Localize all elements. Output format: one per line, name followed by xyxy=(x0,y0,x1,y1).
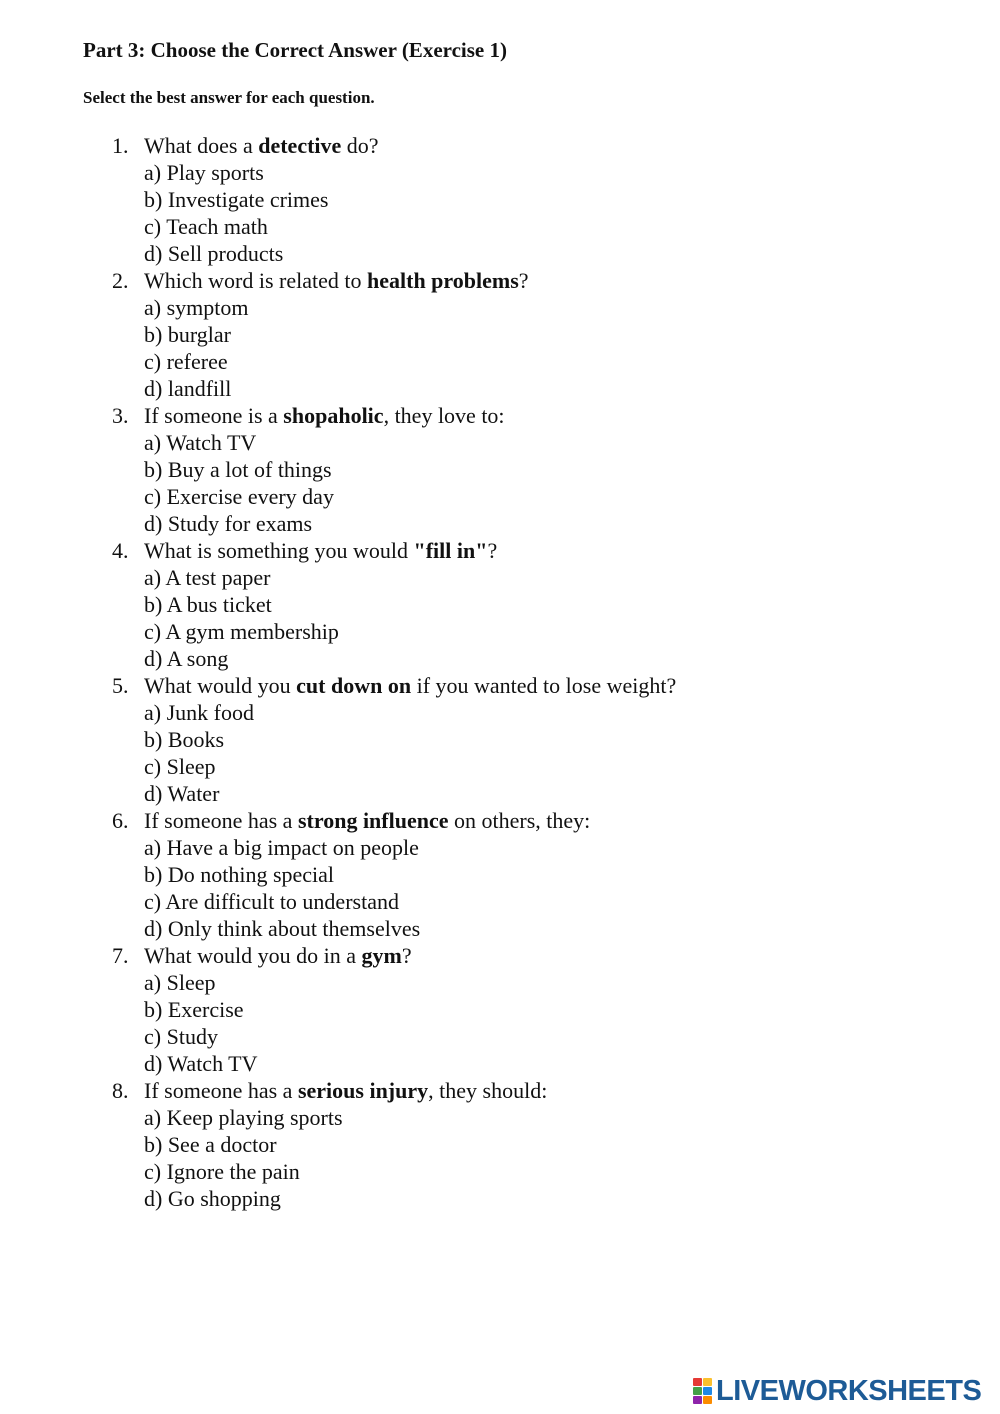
answer-option: d) Only think about themselves xyxy=(144,916,421,941)
question-number: 1. xyxy=(112,133,129,158)
answer-option: a) Sleep xyxy=(144,970,216,995)
liveworksheets-logo xyxy=(693,1374,981,1408)
answer-option: c) Ignore the pain xyxy=(144,1159,300,1184)
question-item xyxy=(0,537,1000,672)
answer-option: a) Junk food xyxy=(144,700,254,725)
question-number: 6. xyxy=(112,808,129,833)
key-term: gym xyxy=(361,943,402,968)
logo-tile xyxy=(693,1387,702,1395)
answer-option: a) symptom xyxy=(144,295,249,320)
answer-option: b) burglar xyxy=(144,322,231,347)
key-term: health problems xyxy=(367,268,519,293)
logo-tile xyxy=(693,1396,702,1404)
question-line xyxy=(0,132,1000,159)
answer-option: d) landfill xyxy=(144,376,232,401)
page-title: Part 3: Choose the Correct Answer (Exercise 1) xyxy=(83,38,507,62)
answer-option: c) Are difficult to understand xyxy=(144,889,399,914)
question-text: If someone is a shopaholic, they love to: xyxy=(144,403,505,428)
answer-option: d) Watch TV xyxy=(144,1051,258,1076)
question-text: Which word is related to health problems? xyxy=(144,268,529,293)
question-line xyxy=(0,1077,1000,1104)
answer-option: b) A bus ticket xyxy=(144,592,272,617)
question-number: 8. xyxy=(112,1078,129,1103)
question-text: What does a detective do? xyxy=(144,133,379,158)
answer-option: d) Study for exams xyxy=(144,511,313,536)
question-line xyxy=(0,537,1000,564)
key-term: detective xyxy=(258,133,342,158)
question-text: If someone has a strong influence on others, they: xyxy=(144,808,591,833)
question-text: If someone has a serious injury, they should: xyxy=(144,1078,548,1103)
question-text: What would you cut down on if you wanted to lose weight? xyxy=(144,673,677,698)
answer-option: c) Exercise every day xyxy=(144,484,334,509)
question-item xyxy=(0,132,1000,267)
answer-option: c) referee xyxy=(144,349,228,374)
question-text: What is something you would "fill in"? xyxy=(144,538,498,563)
question-item xyxy=(0,942,1000,1077)
logo-tile xyxy=(693,1378,702,1386)
answer-option: b) Books xyxy=(144,727,225,752)
key-term: strong influence xyxy=(297,808,449,833)
logo-tile xyxy=(703,1396,712,1404)
answer-option: d) A song xyxy=(144,646,229,671)
answer-option: a) Keep playing sports xyxy=(144,1105,343,1130)
answer-option: c) Teach math xyxy=(144,214,268,239)
key-term: shopaholic xyxy=(283,403,384,428)
instruction-text: Select the best answer for each question. xyxy=(83,88,375,107)
answer-option: b) See a doctor xyxy=(144,1132,277,1157)
question-line xyxy=(0,672,1000,699)
answer-option: a) Play sports xyxy=(144,160,264,185)
answer-option: b) Buy a lot of things xyxy=(144,457,332,482)
answer-option: d) Sell products xyxy=(144,241,284,266)
key-term: cut down on xyxy=(296,673,412,698)
logo-tile xyxy=(703,1387,712,1395)
question-line xyxy=(0,402,1000,429)
answer-option: d) Go shopping xyxy=(144,1186,281,1211)
question-item xyxy=(0,672,1000,807)
question-number: 4. xyxy=(112,538,129,563)
question-number: 7. xyxy=(112,943,129,968)
question-number: 5. xyxy=(112,673,129,698)
question-item xyxy=(0,402,1000,537)
answer-option: a) A test paper xyxy=(144,565,271,590)
question-item xyxy=(0,1077,1000,1212)
key-term: "fill in" xyxy=(413,538,488,563)
question-item xyxy=(0,267,1000,402)
answer-option: b) Do nothing special xyxy=(144,862,335,887)
logo-tile xyxy=(703,1378,712,1386)
key-term: serious injury xyxy=(297,1078,429,1103)
question-line xyxy=(0,267,1000,294)
answer-option: b) Exercise xyxy=(144,997,244,1022)
answer-option: a) Have a big impact on people xyxy=(144,835,419,860)
answer-option: c) Study xyxy=(144,1024,218,1049)
question-line xyxy=(0,942,1000,969)
question-item xyxy=(0,807,1000,942)
answer-option: c) Sleep xyxy=(144,754,216,779)
question-number: 3. xyxy=(112,403,129,428)
question-number: 2. xyxy=(112,268,129,293)
logo-wordmark: LIVEWORKSHEETS xyxy=(716,1375,982,1407)
answer-option: a) Watch TV xyxy=(144,430,257,455)
answer-option: c) A gym membership xyxy=(144,619,339,644)
answer-option: b) Investigate crimes xyxy=(144,187,329,212)
question-text: What would you do in a gym? xyxy=(144,943,412,968)
liveworksheets-logo-icon xyxy=(693,1378,713,1404)
question-line xyxy=(0,807,1000,834)
answer-option: d) Water xyxy=(144,781,220,806)
question-list xyxy=(0,132,1000,1212)
